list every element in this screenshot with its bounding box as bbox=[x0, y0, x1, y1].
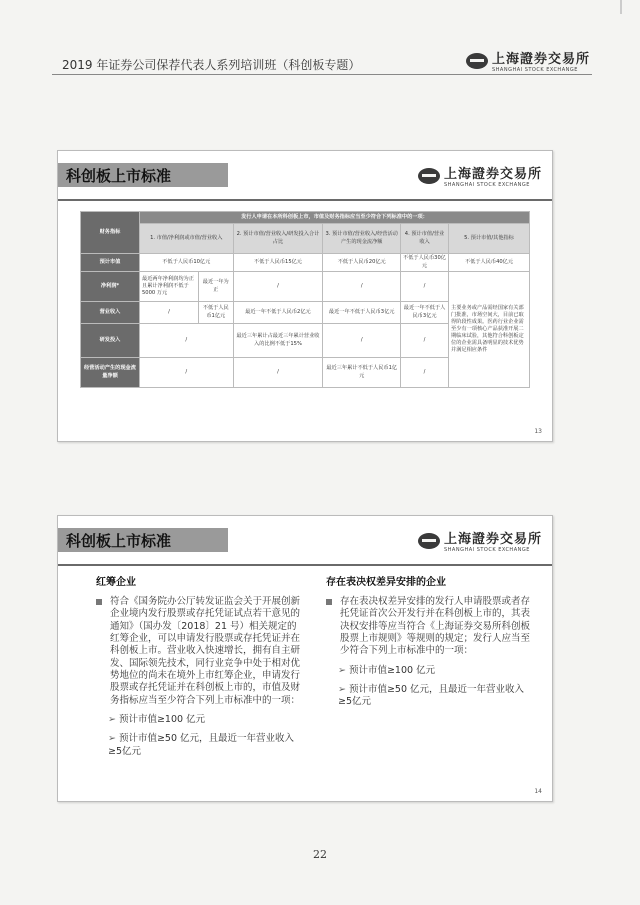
listing-standards-table bbox=[80, 211, 530, 388]
sse-logo-icon bbox=[466, 53, 488, 69]
left-item bbox=[96, 733, 306, 758]
row-label: 营业收入 bbox=[81, 302, 140, 324]
bullet-square-icon bbox=[326, 599, 332, 605]
cell: 不低于人民币30亿元 bbox=[401, 254, 449, 272]
corner-label: 财务指标 bbox=[81, 212, 140, 254]
slide-14 bbox=[57, 515, 553, 802]
right-bullet bbox=[326, 596, 536, 658]
logo-en: SHANGHAI STOCK EXCHANGE bbox=[443, 182, 530, 188]
cell-c5-note: 主要业务或产品需经国家有关部门批准，市场空间大，目前已取得阶段性成果。医药行业企业需至少有一项核心产品获准开展二期临床试验，其他符合科创板定位的企业需具备明显的技术优势并满足相应条件 bbox=[449, 272, 530, 388]
row-label: 净利润* bbox=[81, 272, 140, 302]
col-header-5: 5. 预计市值/其他指标 bbox=[449, 224, 530, 254]
right-item bbox=[326, 665, 536, 677]
cell: 最近三年累计占最近三年累计营业收入的比例不低于15% bbox=[233, 324, 323, 358]
slide-13 bbox=[57, 150, 553, 442]
cell: 最近一年不低于人民币3亿元 bbox=[323, 302, 401, 324]
right-item-text: 预计市值≥100 亿元 bbox=[348, 664, 436, 676]
slide-header bbox=[58, 516, 552, 566]
arrow-icon: ➢ bbox=[338, 684, 346, 696]
header-title: 2019 年证券公司保荐代表人系列培训班（科创板专题） bbox=[62, 58, 361, 72]
logo-cn: 上海證券交易所 bbox=[443, 532, 542, 547]
page-number: 22 bbox=[313, 848, 327, 861]
cell: / bbox=[140, 324, 234, 358]
cell: / bbox=[323, 272, 401, 302]
right-item bbox=[326, 684, 536, 709]
left-bullet-text: 符合《国务院办公厅转发证监会关于开展创新企业境内发行股票或存托凭证试点若干意见的通知》（国办发〔2018〕21 号）相关规定的红筹企业，可以申请发行股票或存托凭证并在科创板上市。营业收入快速增长，拥有自主研发、国际领先技术，同行业竞争中处于相对优势地位的尚未在境外上市红筹企业，申请发行股票或存托凭证并在科创板上市的，市值及财务指标应当至少符合下列上市标准中的一项： bbox=[110, 596, 301, 706]
logo-cn: 上海證券交易所 bbox=[443, 167, 542, 182]
right-bullet-text: 存在表决权差异安排的发行人申请股票或者存托凭证首次公开发行并在科创板上市的，其表决权安排等应当符合《上海证券交易所科创板股票上市规则》等规则的规定；发行人应当至少符合下列上市标准中的一项： bbox=[340, 596, 531, 657]
col-header-2: 2. 预计市值/营业收入/研发投入合计占比 bbox=[233, 224, 323, 254]
sse-logo-icon bbox=[418, 533, 440, 549]
cell: / bbox=[401, 324, 449, 358]
arrow-icon: ➢ bbox=[108, 714, 116, 726]
logo-en: SHANGHAI STOCK EXCHANGE bbox=[491, 67, 578, 73]
cell: / bbox=[140, 302, 199, 324]
cell: 最近三年累计不低于人民币1亿元 bbox=[323, 358, 401, 388]
left-bullet bbox=[96, 596, 306, 707]
cell: / bbox=[233, 358, 323, 388]
left-item-text: 预计市值≥50 亿元，且最近一年营业收入≥5亿元 bbox=[108, 733, 295, 757]
cell: 最近一年不低于人民币3亿元 bbox=[401, 302, 449, 324]
slide-title: 科创板上市标准 bbox=[66, 167, 172, 185]
cell: / bbox=[140, 358, 234, 388]
right-item-text: 预计市值≥50 亿元，且最近一年营业收入≥5亿元 bbox=[338, 684, 525, 708]
cell: / bbox=[401, 358, 449, 388]
left-item bbox=[96, 714, 306, 726]
page-header bbox=[52, 46, 592, 75]
left-heading: 红筹企业 bbox=[96, 577, 136, 588]
cell: / bbox=[401, 272, 449, 302]
cell: / bbox=[233, 272, 323, 302]
slide-logo bbox=[418, 163, 542, 188]
right-column bbox=[326, 596, 536, 709]
sse-logo-icon bbox=[418, 168, 440, 184]
cell: 不低于人民币40亿元 bbox=[449, 254, 530, 272]
page-corner-mark bbox=[620, 0, 622, 14]
row-label: 预计市值 bbox=[81, 254, 140, 272]
logo-en: SHANGHAI STOCK EXCHANGE bbox=[443, 547, 530, 553]
cell: 不低于人民币15亿元 bbox=[233, 254, 323, 272]
col-header-1: 1. 市值/净利润或市值/营业收入 bbox=[140, 224, 234, 254]
cell: 不低于人民币1亿元 bbox=[199, 302, 234, 324]
col-header-4: 4. 预计市值/营业收入 bbox=[401, 224, 449, 254]
slide-number: 14 bbox=[534, 788, 542, 795]
col-header-3: 3. 预计市值/营业收入/经营活动产生的现金流净额 bbox=[323, 224, 401, 254]
right-heading: 存在表决权差异安排的企业 bbox=[326, 577, 446, 588]
left-item-text: 预计市值≥100 亿元 bbox=[118, 714, 206, 726]
cell: 最近两年净利润均为正且累计净利润不低于5000 万元 bbox=[140, 272, 199, 302]
bullet-square-icon bbox=[96, 599, 102, 605]
slide-title: 科创板上市标准 bbox=[66, 532, 172, 550]
arrow-icon: ➢ bbox=[108, 733, 116, 745]
slide-number: 13 bbox=[534, 428, 542, 435]
row-label: 研发投入 bbox=[81, 324, 140, 358]
header-logo bbox=[466, 48, 590, 73]
cell: 不低于人民币20亿元 bbox=[323, 254, 401, 272]
cell: 最近一年为正 bbox=[199, 272, 234, 302]
slide-header bbox=[58, 151, 552, 201]
cell: / bbox=[323, 324, 401, 358]
row-label: 经营活动产生的现金流量净额 bbox=[81, 358, 140, 388]
arrow-icon: ➢ bbox=[338, 664, 346, 676]
table-intro: 发行人申请在本所科创板上市，市值及财务指标应当至少符合下列标准中的一项： bbox=[140, 212, 530, 224]
left-column bbox=[96, 596, 306, 758]
cell: 最近一年不低于人民币2亿元 bbox=[233, 302, 323, 324]
cell: 不低于人民币10亿元 bbox=[140, 254, 234, 272]
logo-cn: 上海證券交易所 bbox=[491, 52, 590, 67]
slide-logo bbox=[418, 528, 542, 553]
